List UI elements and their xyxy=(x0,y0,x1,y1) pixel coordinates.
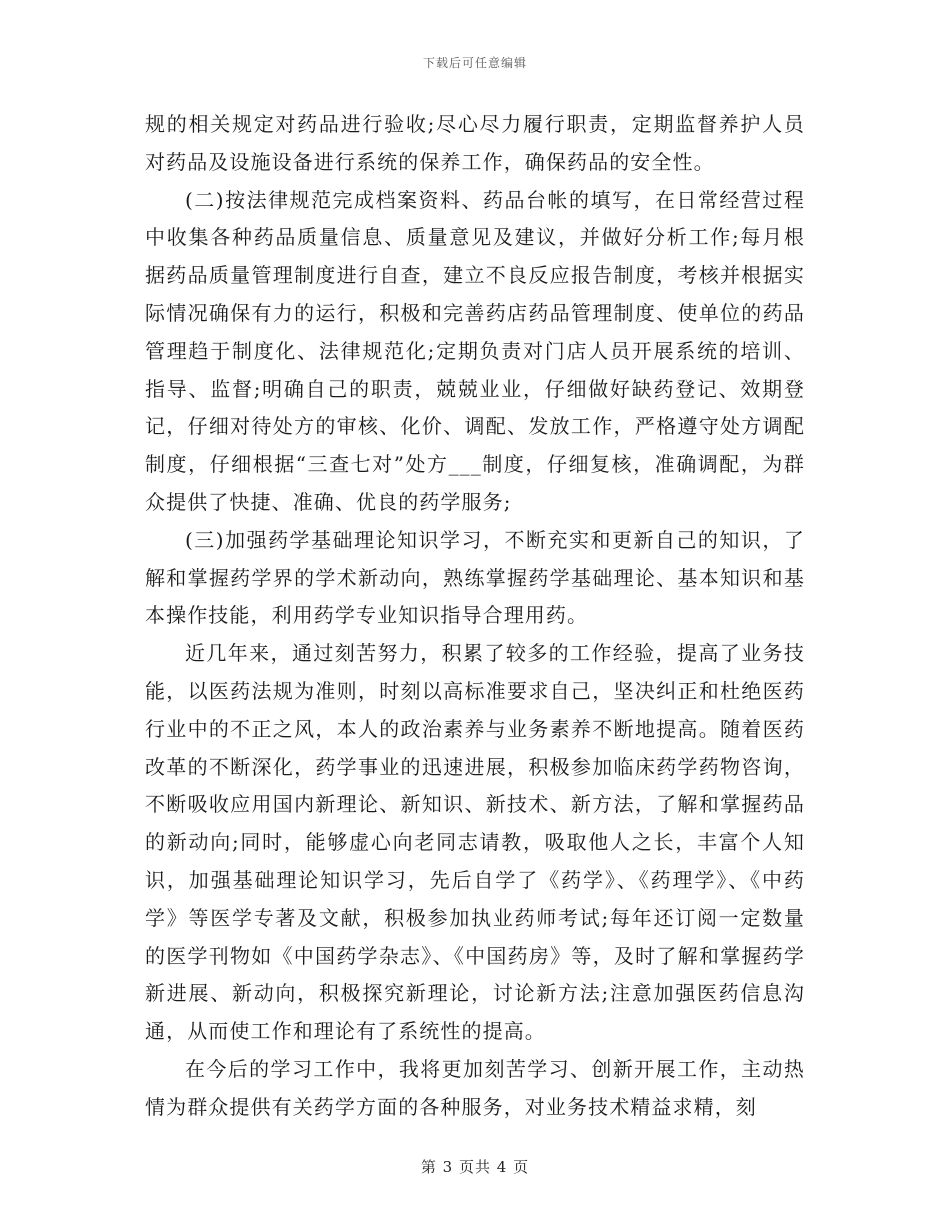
paragraph-recent-years: 近几年来，通过刻苦努力，积累了较多的工作经验，提高了业务技能，以医药法规为准则，时刻以高标准要求自己，坚决纠正和杜绝医药行业中的不正之风，本人的政治素养与业务素养不断地提高。随着医药改革的不断深化，药学事业的迅速进展，积极参加临床药学药物咨询，不断吸收应用国内新理论、新知识、新技术、新方法，了解和掌握药品的新动向;同时，能够虚心向老同志请教，吸取他人之长，丰富个人知识，加强基础理论知识学习，先后自学了《药学》、《药理学》、《中药学》等医学专著及文献，积极参加执业药师考试;每年还订阅一定数量的医学刊物如《中国药学杂志》、《中国药房》等，及时了解和掌握药学新进展、新动向，积极探究新理论，讨论新方法;注意加强医药信息沟通，从而使工作和理论有了系统性的提高。 xyxy=(145,641,805,1044)
paragraph-section-two: (二)按法律规范完成档案资料、药品台帐的填写，在日常经营过程中收集各种药品质量信息、质量意见及建议，并做好分析工作;每月根据药品质量管理制度进行自查，建立不良反应报告制度，考核并根据实际情况确保有力的运行，积极和完善药店药品管理制度、使单位的药品管理趋于制度化、法律规范化;定期负责对门店人员开展系统的培训、指导、监督;明确自己的职责，兢兢业业，仔细做好缺药登记、效期登记，仔细对待处方的审核、化价、调配、发放工作，严格遵守处方调配制度，仔细根据“三查七对”处方___制度，仔细复核，准确调配，为群众提供了快捷、准确、优良的药学服务; xyxy=(145,187,805,514)
page-header: 下载后可任意编辑 xyxy=(422,56,527,70)
document-body xyxy=(145,106,805,1127)
page-number: 第 3 页共 4 页 xyxy=(420,1158,530,1176)
paragraph-section-three: (三)加强药学基础理论知识学习，不断充实和更新自己的知识，了解和掌握药学界的学术新动向，熟练掌握药学基础理论、基本知识和基本操作技能，利用药学专业知识指导合理用药。 xyxy=(145,527,805,628)
paragraph-continued: 规的相关规定对药品进行验收;尽心尽力履行职责，定期监督养护人员对药品及设施设备进行系统的保养工作，确保药品的安全性。 xyxy=(145,112,805,174)
paragraph-future-work: 在今后的学习工作中，我将更加刻苦学习、创新开展工作，主动热情为群众提供有关药学方面的各种服务，对业务技术精益求精，刻 xyxy=(145,1056,805,1119)
